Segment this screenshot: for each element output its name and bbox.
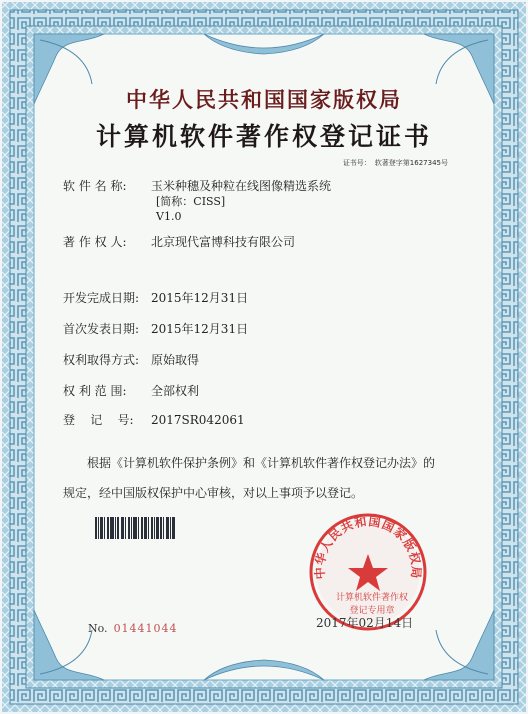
field-dev-complete-date: [63, 290, 248, 306]
field-registration-no: [63, 412, 245, 428]
field-label: 开发完成日期:: [63, 291, 140, 305]
field-value: 2015年12月31日: [151, 291, 249, 305]
field-rights-scope: [63, 383, 199, 399]
field-rights-acquisition: [63, 352, 199, 368]
field-label: 首次发表日期:: [63, 322, 140, 336]
field-software-name: [63, 178, 331, 194]
field-value: 2015年12月31日: [151, 322, 249, 336]
certificate-number: [343, 158, 448, 168]
cert-no-value: 软著登字第1627345号: [374, 159, 448, 167]
field-copyright-owner: [63, 234, 295, 250]
issue-date: 2017年02月14日: [316, 616, 414, 630]
field-value: 2017SR042061: [151, 413, 245, 427]
serial-number: [88, 622, 178, 635]
agency-title: 中华人民共和国国家版权局: [126, 88, 402, 112]
field-label: 权利取得方式:: [63, 353, 140, 367]
seal-line-2: 登记专用章: [349, 606, 395, 616]
field-value: 原始取得: [151, 353, 200, 367]
field-value: 北京现代富博科技有限公司: [151, 235, 296, 249]
basis-line-2: 规定，经中国版权保护中心审核，对以上事项予以登记。: [63, 486, 364, 500]
field-label: 权 利 范 围:: [63, 384, 127, 398]
seal-ring-text: 中华人民共和国国家版权局: [312, 514, 424, 580]
field-label: 著 作 权 人:: [63, 235, 127, 249]
seal-line-1: 计算机软件著作权: [335, 593, 408, 603]
field-label: 软 件 名 称:: [63, 179, 127, 193]
software-short-name: [简称：CISS]: [156, 195, 226, 208]
field-label: 登 记 号:: [63, 413, 134, 427]
software-version: V1.0: [156, 210, 182, 223]
field-first-publish-date: [63, 321, 248, 337]
field-value: 全部权利: [151, 384, 200, 398]
certificate-title: 计算机软件著作权登记证书: [95, 122, 432, 151]
barcode: [95, 517, 175, 539]
serial-value: 01441044: [113, 622, 178, 635]
cert-no-label: 证书号：: [342, 159, 371, 167]
serial-label: No.: [88, 622, 108, 635]
basis-line-1: 根据《计算机软件保护条例》和《计算机软件著作权登记办法》的: [87, 456, 436, 470]
field-value: 玉米种穗及种粒在线图像精选系统: [151, 179, 332, 193]
